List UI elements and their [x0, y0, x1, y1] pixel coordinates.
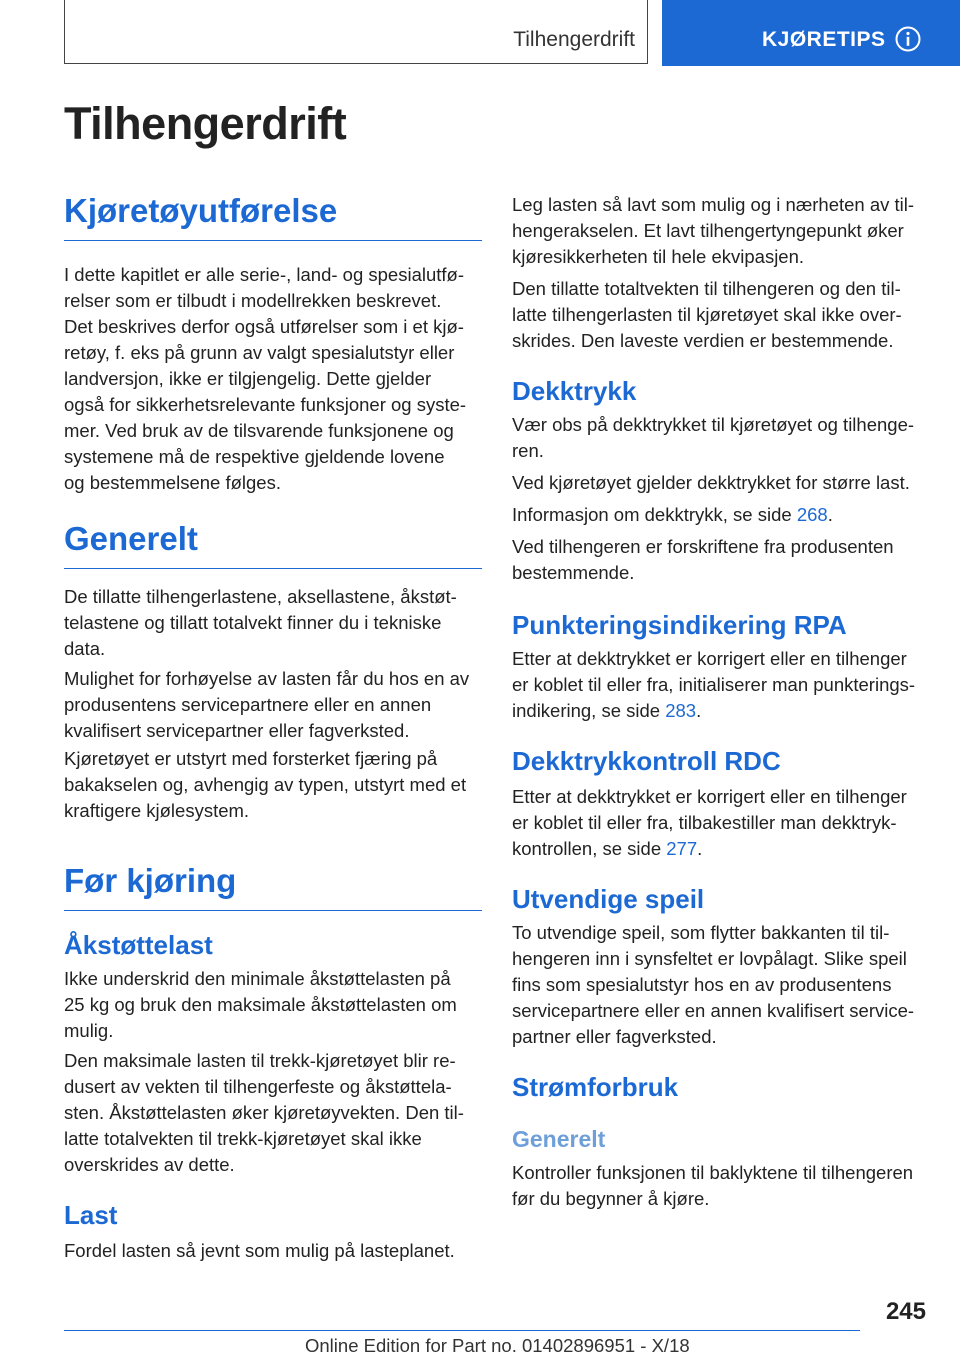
info-icon: [895, 26, 921, 52]
header-chapter-label: KJØRETIPS: [762, 28, 886, 51]
text: .: [697, 838, 703, 859]
page-link-277[interactable]: 277: [666, 838, 698, 859]
page-link-268[interactable]: 268: [796, 504, 828, 525]
footer-rule: [64, 1330, 860, 1331]
paragraph: To utvendige speil, som flytter bakkanten til til- hengeren inn i synsfeltet er lovpålagt. Slike speil fins som spesialutstyr hos en av produsentens servicepartnere eller en annen kvalifisert service- partner eller fagverksted.: [512, 922, 915, 1047]
paragraph: Den maksimale lasten til trekk-kjøretøyet blir re- dusert av vekten til tilhengerfeste og åkstøttela- sten. Åkstøttelasten øker kjøretøyvekten. Den til- latte totalvekten til trekk-kjøretøyet skal ikke overskrides av dette.: [64, 1050, 464, 1175]
paragraph: Den tillatte totaltvekten til tilhengeren og den til- latte tilhengerlasten til kjøretøyet skal ikke over- skrides. Den laveste verdien er bestemmende.: [512, 278, 902, 351]
text: .: [827, 504, 833, 525]
subsection-heading-last: Last: [64, 1200, 118, 1230]
text: Etter at dekktrykket er korrigert eller en tilhenger er koblet til eller fra, initialiserer man punkterings- indikering, se side: [512, 648, 916, 721]
subsection-heading-dekktrykk: Dekktrykk: [512, 376, 637, 406]
text: .: [696, 700, 702, 721]
paragraph: Ved kjøretøyet gjelder dekktrykket for større last.: [512, 472, 910, 493]
text: Informasjon om dekktrykk, se side: [512, 504, 797, 525]
paragraph: De tillatte tilhengerlastene, aksellastene, åkstøt- telastene og tillatt totalvekt finner du i tekniske data.: [64, 586, 457, 659]
paragraph: Leg lasten så lavt som mulig og i nærheten av til- hengerakselen. Et lavt tilhengertyngepunkt øker kjøresikkerheten til hele ekvipasjen.: [512, 194, 915, 267]
paragraph: I dette kapitlet er alle serie-, land- og spesialutfø- relser som er tilbudt i modellrekken beskrevet. Det beskrives derfor også utførelser som i et kjø- retøy, f. eks på grunn av valgt spesialutstyr eller landversjon, ikke er tilgjengelig. Dette gjelder også for sikkerhetsrelevante funksjoner og syste- mer. Ved bruk av de tilsvarende funksjonene og systemene må de respektive gjeldende lovene og bestemmelsene følges.: [64, 264, 467, 493]
paragraph: [512, 784, 932, 862]
paragraph: Fordel lasten så jevnt som mulig på lasteplanet.: [64, 1240, 455, 1261]
text: Etter at dekktrykket er korrigert eller en tilhenger er koblet til eller fra, tilbakestiller man dekktryk- kontrollen, se side: [512, 786, 907, 859]
paragraph: [512, 646, 932, 724]
section-heading-kjoretoyutforelse: Kjøretøyutførelse: [64, 192, 482, 241]
page-number: 245: [885, 1298, 926, 1325]
paragraph: Kjøretøyet er utstyrt med forsterket fjæring på bakakselen og, avhengig av typen, utstyrt med et kraftigere kjølesystem.: [64, 748, 467, 821]
section-heading-for-kjoring: Før kjøring: [64, 862, 482, 911]
subsection-heading-stromforbruk: Strømforbruk: [512, 1072, 679, 1102]
paragraph: [512, 502, 932, 528]
subsection-heading-akstottelast: Åkstøttelast: [64, 930, 213, 960]
page-title: Tilhengerdrift: [64, 98, 347, 149]
paragraph: Kontroller funksjonen til baklyktene til tilhengeren før du begynner å kjøre.: [512, 1162, 914, 1209]
subsection-heading-utvendige-speil: Utvendige speil: [512, 884, 705, 914]
paragraph: Ved tilhengeren er forskriftene fra produsenten bestemmende.: [512, 536, 894, 583]
header-section-tab: [64, 0, 648, 64]
paragraph: Mulighet for forhøyelse av lasten får du hos en av produsentens servicepartnere eller en annen kvalifisert servicepartner eller fagverksted.: [64, 668, 470, 741]
paragraph: Ikke underskrid den minimale åkstøttelasten på 25 kg og bruk den maksimale åkstøttelasten om mulig.: [64, 968, 457, 1041]
section-heading-generelt: Generelt: [64, 520, 482, 569]
header-chapter-tab: [662, 0, 960, 66]
header-section-label: Tilhengerdrift: [513, 28, 635, 51]
paragraph: Vær obs på dekktrykket til kjøretøyet og tilhenge- ren.: [512, 414, 915, 461]
page-link-283[interactable]: 283: [665, 700, 697, 721]
subsection-heading-rpa: Punkteringsindikering RPA: [512, 610, 847, 640]
minor-heading-generelt: Generelt: [512, 1126, 606, 1152]
footer-edition-text: Online Edition for Part no. 01402896951 - X/18: [305, 1335, 690, 1356]
subsection-heading-rdc: Dekktrykkontroll RDC: [512, 746, 781, 776]
